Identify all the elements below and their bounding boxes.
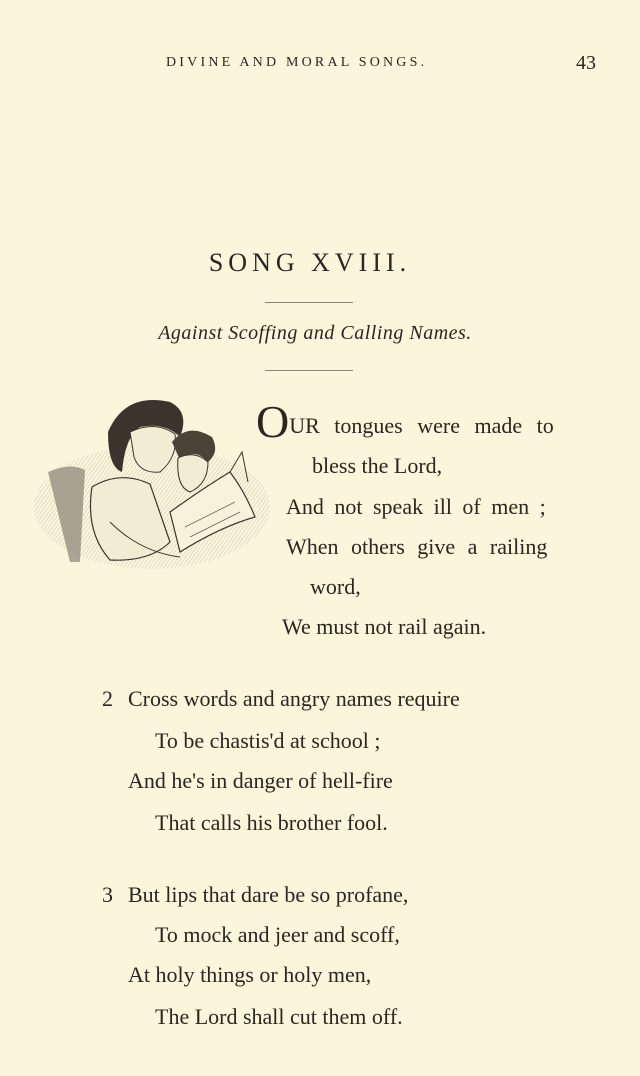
stanza-1-line-6: We must not rail again.: [282, 614, 487, 639]
stanza-3-line-1: But lips that dare be so profane,: [128, 882, 409, 907]
stanza-1-line-5: word,: [310, 574, 361, 599]
drop-cap: O: [256, 396, 290, 447]
stanza-1-line-3: And not speak ill of men ;: [286, 494, 546, 519]
stanza-3-line-2: To mock and jeer and scoff,: [155, 922, 400, 947]
stanza-2-line-3: And he's in danger of hell-fire: [128, 768, 393, 793]
divider-bottom: [265, 370, 353, 371]
song-title: SONG XVIII.: [208, 248, 412, 277]
divider-top: [265, 302, 353, 303]
stanza-3-line-3: At holy things or holy men,: [128, 962, 372, 987]
stanza-2-number: 2: [102, 686, 113, 711]
stanza-3-line-4: The Lord shall cut them off.: [155, 1004, 403, 1029]
running-head: DIVINE AND MORAL SONGS.: [166, 55, 428, 70]
stanza-1-line-4: When others give a railing: [286, 534, 548, 559]
stanza-2-line-2: To be chastis'd at school ;: [155, 728, 381, 753]
stanza-2-line-4: That calls his brother fool.: [155, 810, 388, 835]
page-number: 43: [576, 52, 596, 74]
stanza-3-number: 3: [102, 882, 113, 907]
stanza-1-line-1: OUR tongues were made to: [256, 396, 554, 447]
stanza-1-line-2: bless the Lord,: [312, 453, 443, 478]
children-reading-illustration: [30, 392, 275, 577]
song-subtitle: Against Scoffing and Calling Names.: [158, 322, 472, 344]
stanza-2-line-1: Cross words and angry names require: [128, 686, 460, 711]
